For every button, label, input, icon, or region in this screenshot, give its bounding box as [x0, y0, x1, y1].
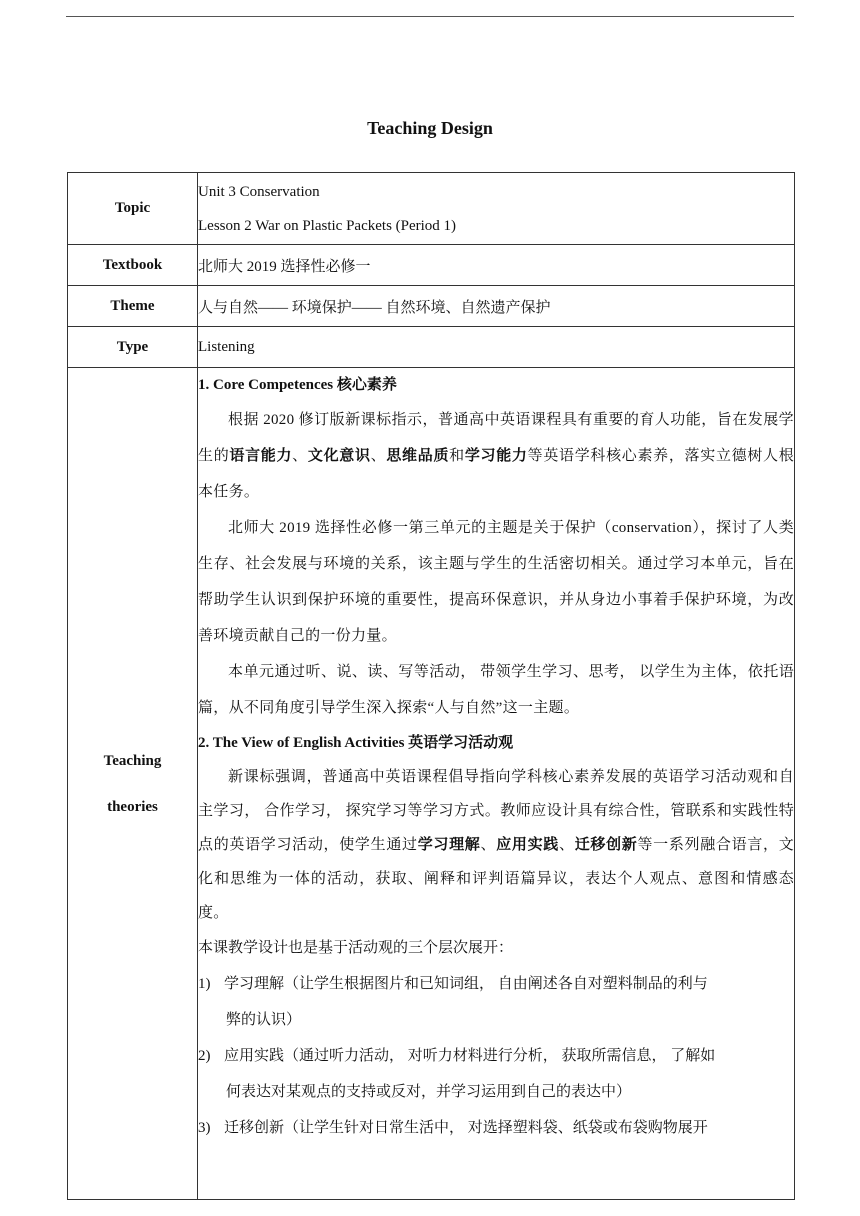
core-competences-heading: 1. Core Competences 核心素养 [198, 377, 397, 393]
text-run: 等一系列融合语言，文化和思维为一体的活动，获取、阐释和评判语篇异议，表达个人观点、意图和情感态度。 [198, 837, 795, 921]
bold-term-cultural-awareness: 文化意识 [307, 448, 371, 464]
topic-label: Topic [68, 173, 198, 245]
list-item-number: 2) [198, 1048, 211, 1064]
table-row-textbook [68, 245, 795, 286]
theme-label: Theme [68, 286, 198, 327]
table-row-topic [68, 173, 795, 245]
bold-term-applied-practice: 应用实践 [496, 837, 559, 853]
text-run: 根据 2020 修订版新课标指示，普通高中英语课程具有重要的育人功能，旨在发展学生的 [198, 412, 794, 464]
bold-term-learning-understanding: 学习理解 [417, 837, 481, 853]
document-title: Teaching Design [367, 118, 493, 138]
text-run: 和 [449, 448, 465, 464]
table-row-type [68, 327, 795, 368]
list-item-continuation: 何表达对某观点的支持或反对，并学习运用到自己的表达中） [226, 1084, 632, 1100]
bold-term-language-ability: 语言能力 [229, 448, 293, 464]
text-run: 等英语学科核心素养，落实立德树人根本任务。 [198, 448, 795, 500]
english-activities-heading: 2. The View of English Activities 英语学习活动观 [198, 735, 514, 751]
topic-line-lesson: Lesson 2 War on Plastic Packets (Period 1) [198, 217, 457, 234]
list-item-text: 应用实践（通过听力活动， 对听力材料进行分析， 获取所需信息， 了解如 [224, 1048, 716, 1064]
type-label: Type [68, 327, 198, 368]
type-value: Listening [198, 327, 795, 368]
list-item-number: 1) [198, 976, 211, 992]
text-run: 新课标强调，普通高中英语课程倡导指向学科核心素养发展的英语学习活动观和自主学习， 合作学习， 探究学习等学习方式。教师应设计具有综合性，管联系和实践性特点的英语学习活动，使学生通过 [198, 769, 794, 853]
theme-value: 人与自然—— 环境保护—— 自然环境、自然遗产保护 [198, 286, 795, 327]
bold-term-transfer-innovation: 迁移创新 [574, 837, 638, 853]
bold-term-learning-ability: 学习能力 [464, 448, 528, 464]
header-rule [66, 16, 794, 17]
core-competences-paragraph-1 [198, 402, 794, 510]
core-competences-paragraph-2: 北师大 2019 选择性必修一第三单元的主题是关于保护（conservation），探讨了人类生存、社会发展与环境的关系，该主题与学生的生活密切相关。通过学习本单元，旨在帮助学生认识到保护环境的重要性，提高环保意识，并从身边小事着手保护环境，为改善环境贡献自己的一份力量。 [198, 520, 794, 644]
list-item [198, 1110, 794, 1146]
textbook-label: Textbook [68, 245, 198, 286]
list-item-number: 3) [198, 1120, 211, 1136]
table-row-theme [68, 286, 795, 327]
teaching-design-table [67, 172, 795, 1200]
topic-line-unit: Unit 3 Conservation [198, 183, 320, 200]
text-run: 、 [558, 837, 575, 853]
bold-term-thinking-quality: 思维品质 [386, 448, 450, 464]
list-item [198, 1038, 794, 1074]
activity-levels-intro: 本课教学设计也是基于活动观的三个层次展开： [198, 940, 514, 956]
text-run: 、 [292, 448, 308, 464]
list-item [198, 966, 794, 1002]
teaching-theories-content [198, 368, 795, 1200]
text-run: 、 [480, 837, 497, 853]
textbook-value: 北师大 2019 选择性必修一 [198, 245, 795, 286]
theories-label-line1: Teaching [103, 752, 162, 769]
list-item-text: 学习理解（让学生根据图片和已知词组， 自由阐述各自对塑料制品的利与 [224, 976, 708, 992]
topic-value [198, 173, 795, 245]
core-competences-paragraph-3: 本单元通过听、说、读、写等活动， 带领学生学习、思考， 以学生为主体，依托语篇，从不同角度引导学生深入探索“人与自然”这一主题。 [198, 664, 794, 716]
english-activities-paragraph [198, 760, 794, 930]
list-item-text: 迁移创新（让学生针对日常生活中， 对选择塑料袋、纸袋或布袋购物展开 [224, 1120, 708, 1136]
text-run: 、 [370, 448, 387, 464]
table-row-teaching-theories [68, 368, 795, 1200]
list-item-continuation: 弊的认识） [226, 1012, 302, 1028]
theories-label-line2: theories [107, 798, 158, 815]
teaching-theories-label [68, 368, 198, 1200]
